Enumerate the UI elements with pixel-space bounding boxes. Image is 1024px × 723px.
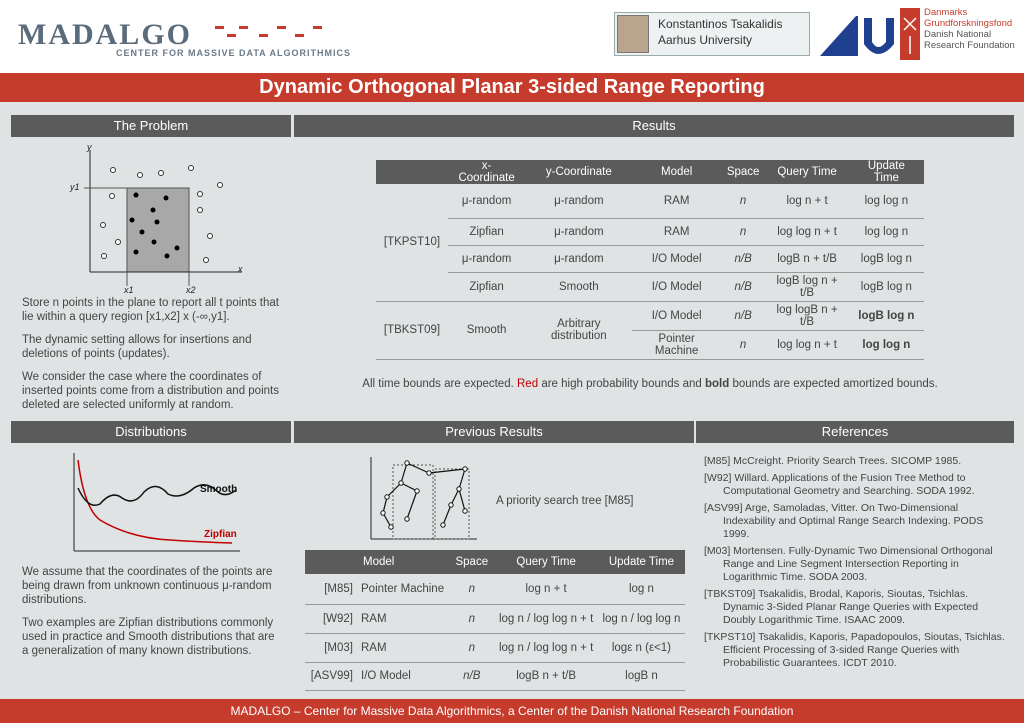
- col-header: Update Time: [598, 550, 685, 574]
- table-cell: Smooth: [525, 272, 632, 301]
- table-cell: μ-random: [525, 218, 632, 245]
- reference-item: [M85] McCreight. Priority Search Trees. SICOMP 1985.: [704, 455, 962, 467]
- smooth-label: Smooth: [200, 484, 238, 495]
- references-heading: References: [696, 421, 1014, 443]
- table-cell: logB log n + t/B: [765, 272, 848, 301]
- table-cell: log n / log log n + t: [494, 604, 598, 633]
- table-row: [305, 662, 685, 690]
- table-cell: log n / log log n + t: [494, 633, 598, 662]
- table-cell: log log n: [849, 330, 924, 359]
- table-cell: RAM: [357, 604, 449, 633]
- table-cell: μ-random: [525, 184, 632, 218]
- axis-label-x2: x2: [186, 285, 196, 295]
- previous-results-heading: Previous Results: [294, 421, 694, 443]
- table-cell: logε n (ε<1): [598, 633, 685, 662]
- table-cell: n: [721, 330, 766, 359]
- pst-caption: A priority search tree [M85]: [496, 495, 634, 507]
- dnrf-line: Danish National: [924, 29, 992, 40]
- table-cell: I/O Model: [632, 245, 720, 272]
- table-cell: μ-random: [525, 245, 632, 272]
- col-header: x-Coordinate: [448, 160, 525, 184]
- table-cell: RAM: [632, 218, 720, 245]
- author-affiliation: Aarhus University: [658, 33, 753, 47]
- col-header: Query Time: [494, 550, 598, 574]
- table-cell: [ASV99]: [305, 662, 357, 690]
- results-table: [376, 160, 924, 360]
- col-header: Space: [721, 160, 766, 184]
- table-row: [376, 272, 924, 301]
- axis-label-x1: x1: [124, 285, 134, 295]
- table-row: [305, 604, 685, 633]
- col-header: y-Coordinate: [525, 160, 632, 184]
- table-row: [376, 218, 924, 245]
- range-query-figure: [60, 140, 250, 295]
- table-cell: n: [721, 184, 766, 218]
- table-cell: log logB n + t/B: [765, 301, 848, 330]
- table-cell: log log n + t: [765, 330, 848, 359]
- distributions-paragraph-1: We assume that the coordinates of the points are being drawn from unknown continuous μ-random distributions.: [22, 566, 273, 606]
- reference-item: [TKPST10] Tsakalidis, Kaporis, Papadopoulos, Sioutas, Tsichlas. Efficient Processing of 3-sided Range Queries with Probabilistic Guarantees. ICDT 2010.: [704, 631, 1005, 669]
- table-cell: logB log n: [849, 245, 924, 272]
- axis-label-y1: y1: [70, 182, 80, 192]
- table-row: [305, 574, 685, 604]
- dnrf-line: Grundforskningsfond: [924, 18, 1013, 29]
- problem-paragraph-1: Store n points in the plane to report all t points that lie within a query region [x1,x2] x (-∞,y1].: [22, 297, 279, 323]
- results-heading: Results: [294, 115, 1014, 137]
- problem-paragraph-2: The dynamic setting allows for insertions and deletions of points (updates).: [22, 334, 252, 360]
- distributions-paragraph-2: Two examples are Zipfian distributions commonly used in practice and Smooth distributions that are a generalization of many known distributions.: [22, 617, 275, 657]
- table-cell: I/O Model: [632, 272, 720, 301]
- table-cell: n/B: [721, 301, 766, 330]
- table-row: [376, 301, 924, 330]
- table-cell: log n: [598, 574, 685, 604]
- poster-title: Dynamic Orthogonal Planar 3-sided Range Reporting: [0, 73, 1024, 102]
- table-cell: n: [721, 218, 766, 245]
- axis-label-y: y: [87, 142, 92, 152]
- table-cell: I/O Model: [357, 662, 449, 690]
- col-header: Space: [449, 550, 494, 574]
- table-cell: log log n: [849, 184, 924, 218]
- table-cell: μ-random: [448, 184, 525, 218]
- table-cell: logB log n: [849, 272, 924, 301]
- reference-item: [ASV99] Arge, Samoladas, Vitter. On Two-Dimensional Indexability and Optimal Range Search Indexing. PODS 1999.: [704, 502, 984, 540]
- table-cell: n/B: [721, 245, 766, 272]
- results-note: All time bounds are expected. Red are high probability bounds and bold bounds are expected amortized bounds.: [362, 378, 938, 390]
- reference-item: [M03] Mortensen. Fully-Dynamic Two Dimensional Orthogonal Range and Line Segment Intersection Reporting in Logarithmic Time. SODA 2003.: [704, 545, 993, 583]
- aarhus-university-logo: [818, 12, 898, 58]
- table-cell: n: [449, 574, 494, 604]
- group-label: [TBKST09]: [376, 301, 448, 359]
- logo-dashes-icon: [215, 22, 335, 42]
- table-cell: I/O Model: [632, 301, 720, 330]
- table-row: [376, 245, 924, 272]
- table-cell: logB log n: [849, 301, 924, 330]
- table-cell: Zipfian: [448, 272, 525, 301]
- table-cell: log log n: [849, 218, 924, 245]
- table-row: [305, 633, 685, 662]
- distributions-figure: [60, 448, 250, 558]
- col-header: [376, 160, 448, 184]
- table-cell: log n + t: [494, 574, 598, 604]
- col-header: Model: [632, 160, 720, 184]
- table-cell: n: [449, 633, 494, 662]
- author-name: Konstantinos Tsakalidis: [658, 17, 783, 31]
- table-cell: n: [449, 604, 494, 633]
- table-cell: Pointer Machine: [632, 330, 720, 359]
- logo-subtitle: CENTER FOR MASSIVE DATA ALGORITHMICS: [116, 48, 351, 58]
- priority-search-tree-figure: [365, 453, 480, 543]
- problem-paragraph-3: We consider the case where the coordinates of inserted points come from a distribution and points deleted are selected uniformly at random.: [22, 371, 279, 411]
- table-cell: logB n: [598, 662, 685, 690]
- table-cell: [M03]: [305, 633, 357, 662]
- distributions-heading: Distributions: [11, 421, 291, 443]
- table-cell: logB n + t/B: [765, 245, 848, 272]
- col-header: Model: [357, 550, 449, 574]
- table-cell: Pointer Machine: [357, 574, 449, 604]
- table-cell: Smooth: [448, 301, 525, 359]
- table-cell: μ-random: [448, 245, 525, 272]
- table-cell: Zipfian: [448, 218, 525, 245]
- table-cell: logB n + t/B: [494, 662, 598, 690]
- axis-label-x: x: [238, 264, 243, 274]
- dnrf-line: Danmarks: [924, 7, 968, 18]
- col-header: Query Time: [765, 160, 848, 184]
- problem-heading: The Problem: [11, 115, 291, 137]
- col-header: Update Time: [849, 160, 924, 184]
- zipfian-label: Zipfian: [204, 529, 237, 540]
- reference-item: [W92] Willard. Applications of the Fusion Tree Method to Computational Geometry and Searching. SODA 1992.: [704, 472, 975, 497]
- dnrf-logo: [900, 8, 920, 60]
- previous-results-table: [305, 550, 685, 691]
- table-cell: RAM: [632, 184, 720, 218]
- dnrf-line: Research Foundation: [924, 40, 1015, 51]
- table-cell: n/B: [721, 272, 766, 301]
- author-photo: [617, 15, 649, 53]
- table-cell: RAM: [357, 633, 449, 662]
- references-list: [704, 455, 1008, 674]
- table-cell: log n / log log n: [598, 604, 685, 633]
- group-label: [TKPST10]: [376, 184, 448, 301]
- table-cell: log log n + t: [765, 218, 848, 245]
- table-cell: [W92]: [305, 604, 357, 633]
- col-header: [305, 550, 357, 574]
- table-cell: [M85]: [305, 574, 357, 604]
- footer: MADALGO – Center for Massive Data Algorithmics, a Center of the Danish National Research Foundation: [0, 699, 1024, 723]
- table-row: [376, 184, 924, 218]
- table-cell: n/B: [449, 662, 494, 690]
- madalgo-logo: MADALGO: [18, 18, 192, 51]
- table-cell: log n + t: [765, 184, 848, 218]
- reference-item: [TBKST09] Tsakalidis, Brodal, Kaporis, Sioutas, Tsichlas. Dynamic 3-Sided Planar Range Queries with Expected Doubly Logarithmic Time. ISAAC 2009.: [704, 588, 979, 626]
- table-cell: Arbitrary distribution: [525, 301, 632, 359]
